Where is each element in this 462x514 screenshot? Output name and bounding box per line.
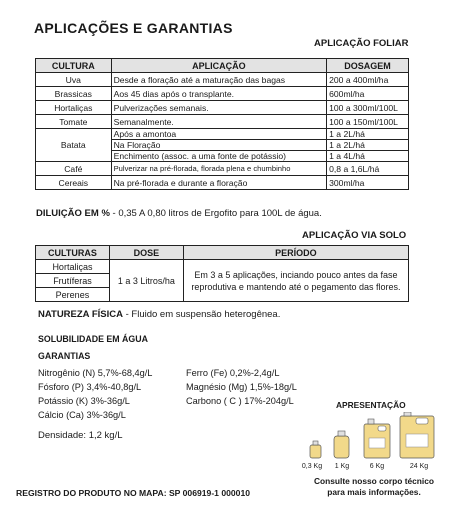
jerrycan-6kg-icon <box>364 419 390 458</box>
table-header-row <box>36 246 409 260</box>
cell-cultura: Cereais <box>36 176 112 190</box>
table-row <box>36 260 409 274</box>
package-size-label: 0,3 Kg <box>301 463 323 470</box>
cell-aplicacao: Pulverizações semanais. <box>111 101 327 115</box>
diluicao-line <box>36 208 322 219</box>
table-row <box>36 176 409 190</box>
bottle-small-icon <box>310 441 321 458</box>
column-header: CULTURA <box>36 59 112 73</box>
cell-cultura: Brassicas <box>36 87 112 101</box>
cell-cultura: Uva <box>36 73 112 87</box>
apresentacao-heading: APRESENTAÇÃO <box>336 400 406 410</box>
cell-dosagem: 1 a 4L/há <box>327 151 409 162</box>
registro-produto: REGISTRO DO PRODUTO NO MAPA: SP 006919-1 000010 <box>16 488 251 498</box>
cell-dosagem: 0,8 a 1,6L/há <box>327 162 409 176</box>
natureza-line <box>38 309 280 320</box>
cell-dosagem: 1 a 2L/há <box>327 140 409 151</box>
diluicao-text: - 0,35 A 0,80 litros de Ergofito para 100L de água. <box>109 208 322 219</box>
foliar-table <box>35 58 409 190</box>
column-header: DOSE <box>109 246 183 260</box>
package-size-label: 24 Kg <box>409 463 429 470</box>
cell-aplicacao: Após a amontoa <box>111 129 327 140</box>
cell-dosagem: 300ml/ha <box>327 176 409 190</box>
garantia-item: Nitrogênio (N) 5,7%-68,4g/L <box>38 368 153 378</box>
table-row <box>36 162 409 176</box>
table-row <box>36 115 409 129</box>
package-size-label: 1 Kg <box>334 463 350 470</box>
jerrycan-24kg-icon <box>400 412 434 458</box>
column-header: APLICAÇÃO <box>111 59 327 73</box>
table-row <box>36 129 409 140</box>
cell-aplicacao: Pulverizar na pré-florada, florada plena e chumbinho <box>111 162 327 176</box>
garantia-item: Cálcio (Ca) 3%-36g/L <box>38 410 126 420</box>
column-header: DOSAGEM <box>327 59 409 73</box>
page-title: APLICAÇÕES E GARANTIAS <box>34 20 233 36</box>
packages-illustration <box>300 412 440 462</box>
column-header: PERÍODO <box>183 246 408 260</box>
garantia-item: Magnésio (Mg) 1,5%-18g/L <box>186 382 297 392</box>
foliar-heading: APLICAÇÃO FOLIAR <box>314 38 409 49</box>
cell-aplicacao: Enchimento (assoc. a uma fonte de potássio) <box>111 151 327 162</box>
cell-cultura: Hortaliças <box>36 260 110 274</box>
cell-dosagem: 100 a 150ml/100L <box>327 115 409 129</box>
cell-periodo: Em 3 a 5 aplicações, inciando pouco antes da fase reprodutiva e mantendo até o pegamento das flores. <box>183 260 408 302</box>
natureza-label: NATUREZA FÍSICA <box>38 309 123 320</box>
diluicao-label: DILUIÇÃO EM % <box>36 208 110 219</box>
cell-dosagem: 600ml/ha <box>327 87 409 101</box>
package-size-label: 6 Kg <box>369 463 385 470</box>
densidade: Densidade: 1,2 kg/L <box>38 430 123 441</box>
garantia-item: Potássio (K) 3%-36g/L <box>38 396 130 406</box>
table-row <box>36 87 409 101</box>
solo-heading: APLICAÇÃO VIA SOLO <box>302 230 407 241</box>
column-header: CULTURAS <box>36 246 110 260</box>
cell-aplicacao: Semanalmente. <box>111 115 327 129</box>
cell-aplicacao: Na pré-florada e durante a floração <box>111 176 327 190</box>
garantia-item: Fósforo (P) 3,4%-40,8g/L <box>38 382 142 392</box>
table-row <box>36 101 409 115</box>
cell-dosagem: 1 a 2L/há <box>327 129 409 140</box>
cell-aplicacao: Aos 45 dias após o transplante. <box>111 87 327 101</box>
natureza-text: - Fluido em suspensão heterogênea. <box>122 309 281 320</box>
cell-cultura: Frutíferas <box>36 274 110 288</box>
cell-dosagem: 100 a 300ml/100L <box>327 101 409 115</box>
consulte-note: Consulte nosso corpo técnico para mais informações. <box>313 476 435 497</box>
cell-cultura: Perenes <box>36 288 110 302</box>
cell-aplicacao: Na Floração <box>111 140 327 151</box>
garantia-item: Ferro (Fe) 0,2%-2,4g/L <box>186 368 280 378</box>
cell-cultura: Hortaliças <box>36 101 112 115</box>
cell-cultura: Café <box>36 162 112 176</box>
bottle-1kg-icon <box>334 431 349 458</box>
garantias-right <box>186 366 297 408</box>
table-header-row <box>36 59 409 73</box>
cell-cultura: Batata <box>36 129 112 162</box>
cell-dosagem: 200 a 400ml/ha <box>327 73 409 87</box>
solo-table <box>35 245 409 302</box>
cell-cultura: Tomate <box>36 115 112 129</box>
cell-dose: 1 a 3 Litros/ha <box>109 260 183 302</box>
solubilidade-heading: SOLUBILIDADE EM ÁGUA <box>38 334 148 344</box>
garantia-item: Carbono ( C ) 17%-204g/L <box>186 396 294 406</box>
garantias-left <box>38 366 152 422</box>
table-row <box>36 73 409 87</box>
garantias-heading: GARANTIAS <box>38 351 91 361</box>
cell-aplicacao: Desde a floração até a maturação das bagas <box>111 73 327 87</box>
